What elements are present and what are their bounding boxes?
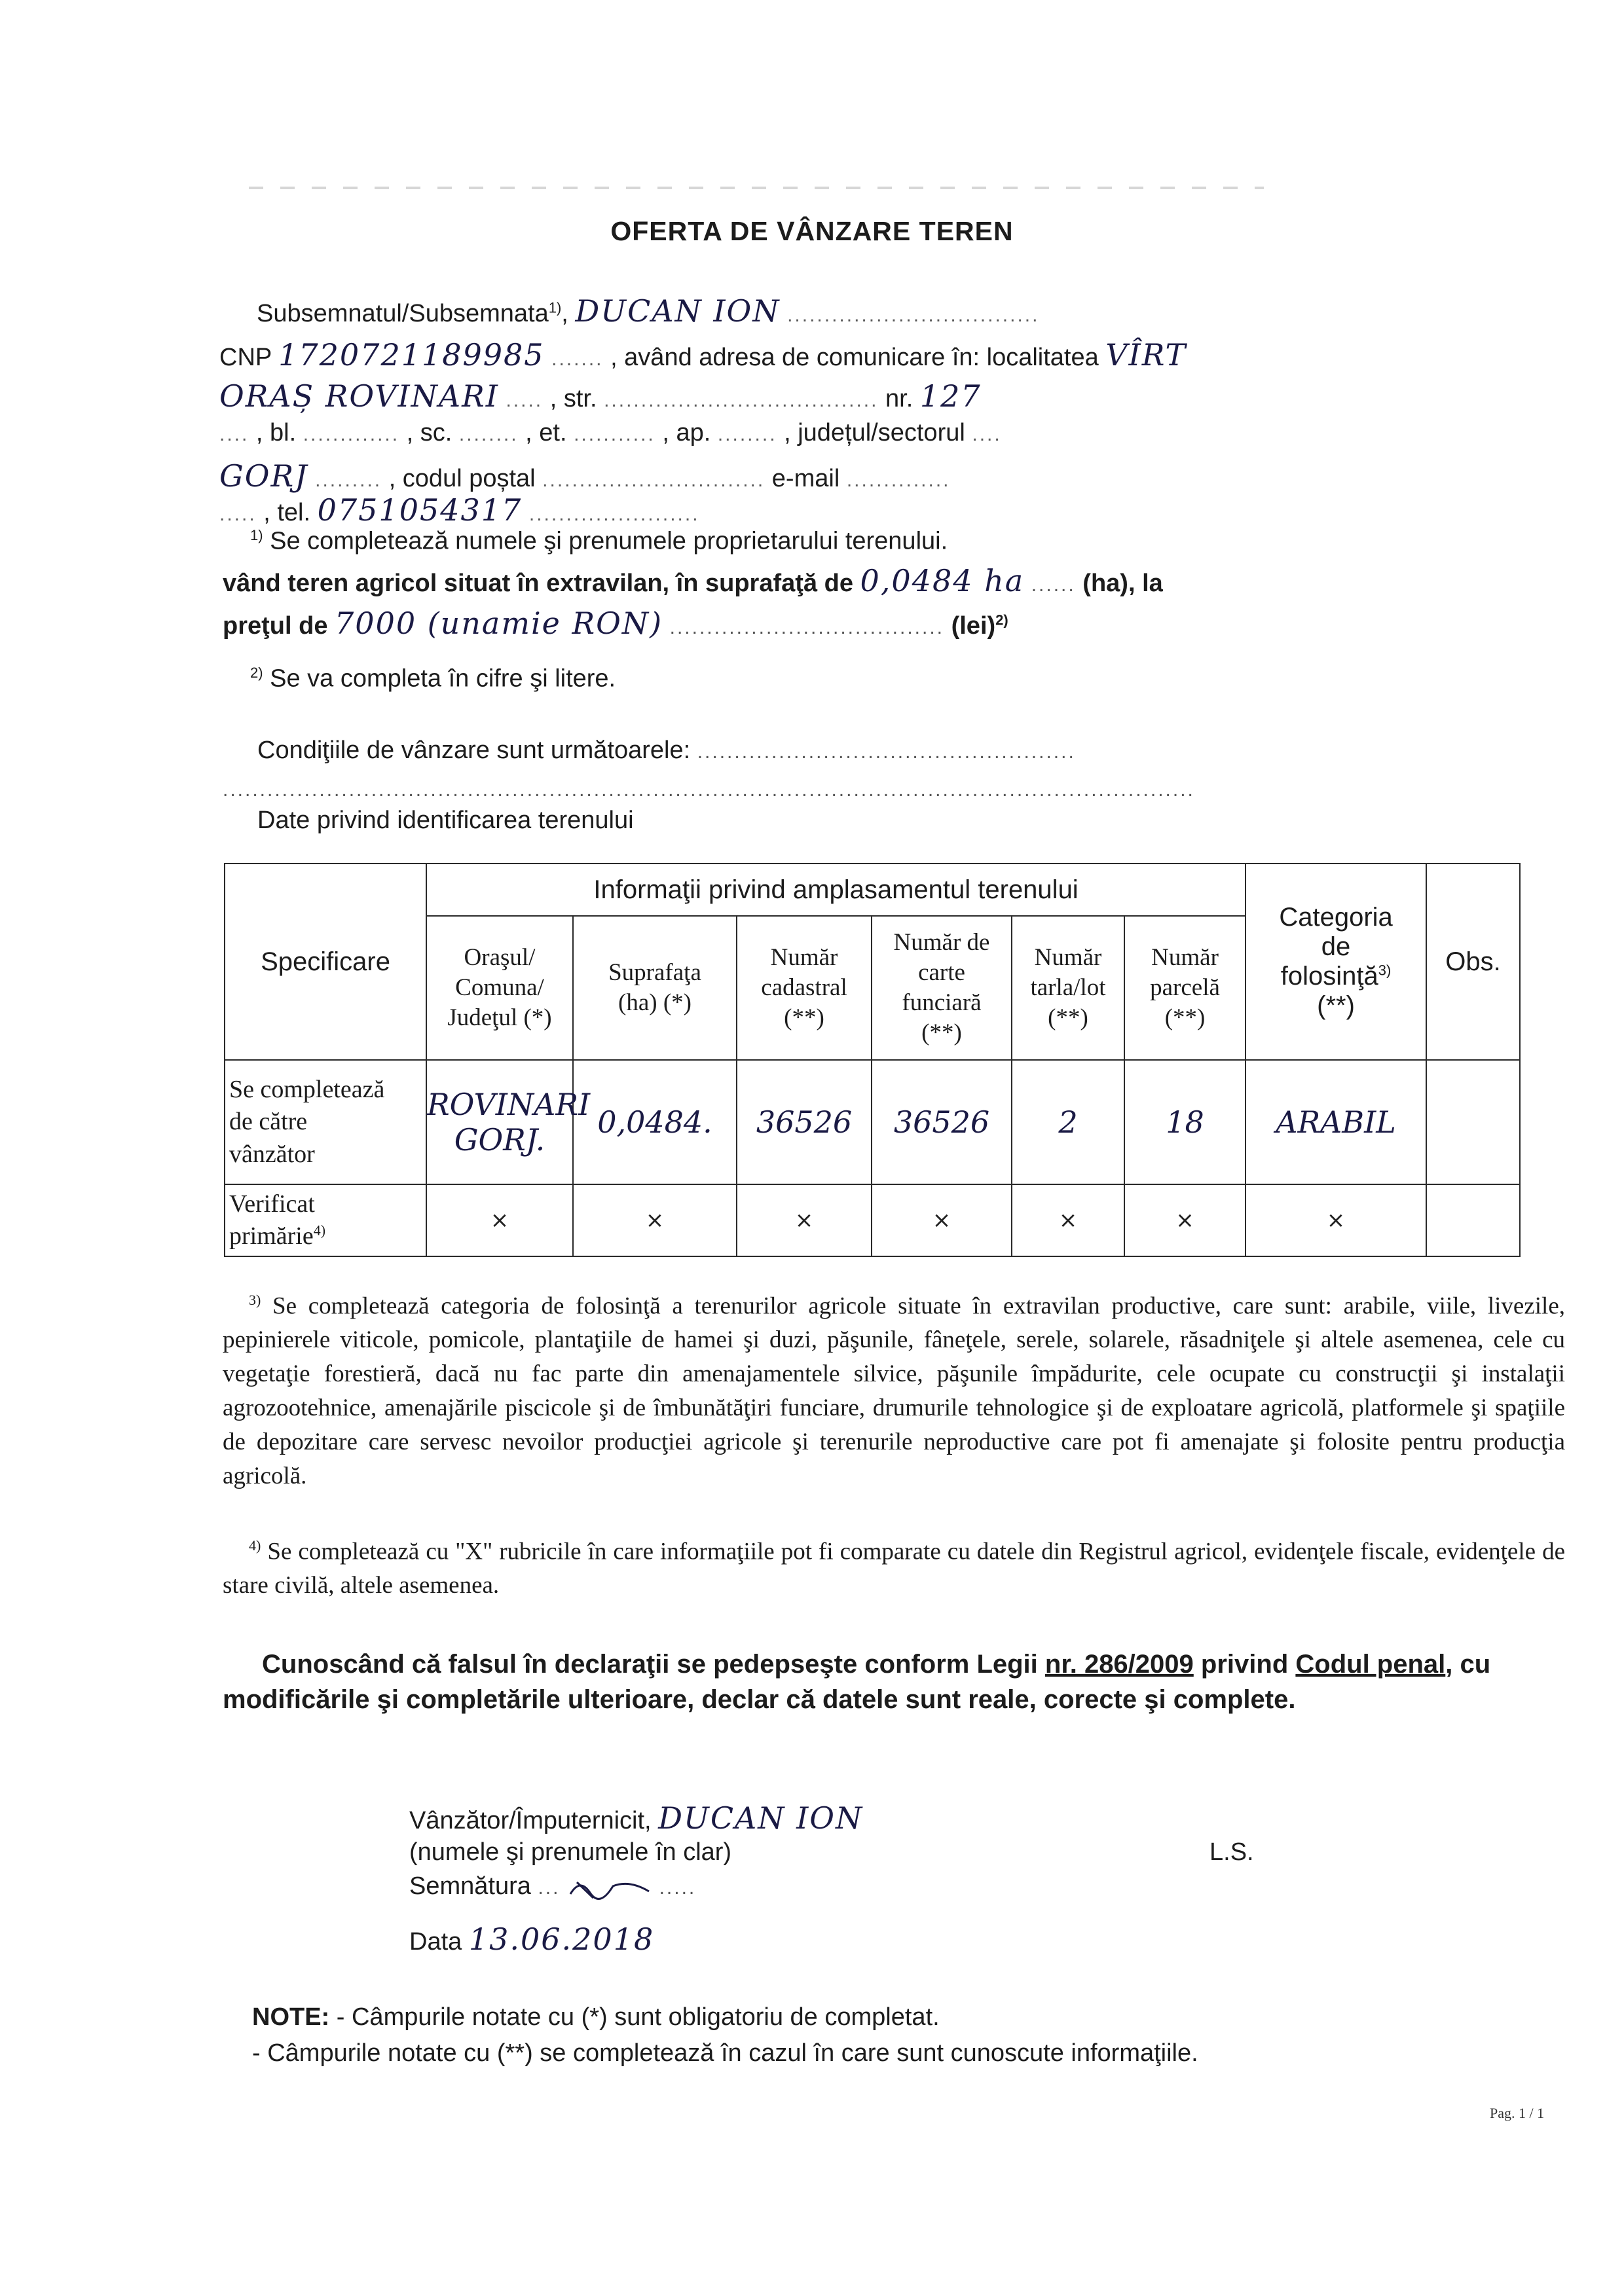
footnote-2: $^{2)}$ Se va completa în cifre şi litere. <box>250 665 616 693</box>
dotted-fill: ........ <box>717 424 777 445</box>
verif-mark: × <box>737 1184 872 1256</box>
price-handwritten: 7000 (unamie RON) <box>335 606 663 641</box>
price-label: preţul de <box>223 612 328 640</box>
label-cnp: CNP <box>219 344 272 371</box>
header-carte-funciara: Număr de carte funciară (**) <box>872 916 1012 1060</box>
seller-line-3 <box>219 378 982 414</box>
seller-line-6 <box>219 492 700 528</box>
sale-text: vând teren agricol situat în extravilan, în suprafaţă de <box>223 570 853 597</box>
dotted-fill: ......... <box>315 469 382 491</box>
header-location-info: Informaţii privind amplasamentul terenului <box>426 864 1246 916</box>
label-tel: , tel. <box>263 499 311 526</box>
note-line-1: NOTE: - Câmpurile notate cu (*) sunt obligatoriu de completat. <box>252 2003 940 2031</box>
seller-line-2 <box>219 337 1187 373</box>
conditions-label: Condiţiile de vânzare sunt următoarele: <box>257 737 691 764</box>
header-cadastral: Număr cadastral (**) <box>737 916 872 1060</box>
conditions-line <box>257 737 1076 765</box>
footnote-3: $^{3)}$ Se completează categoria de folosinţă a terenurilor agricole situate în extravilan productive, care sunt: arabile, viile, livezile, pepinierele viticole, pomicole, plantaţiile de hamei şi duzi, păşunile, fâneţele, serele, solarele, răsadniţele şi altele asemenea, cele cu vegetaţie forestieră, dacă nu fac parte din amenajamentele silvice, păşunile împădurite, cele ocupate cu construcţii şi instalaţii agrozootehnice, amenajările piscicole şi de îmbunătăţiri funciare, drumurile tehnologice şi de exploatare agricolă, platformele şi spaţiile de depozitare care servesc nevoilor producţiei agricole şi terenurile neproductive care pot fi amenajate şi folosite pentru producţia agricolă. <box>223 1292 1566 1490</box>
footnote-4: $^{4)}$ Se completează cu "X" rubricile în care informaţiile pot fi comparate cu datele din Registrul agricol, evidenţele fiscale, evidenţele de stare civilă, altele asemenea. <box>223 1537 1566 1599</box>
verif-mark: × <box>426 1184 573 1256</box>
cell-oras: ROVINARI GORJ. <box>426 1060 573 1184</box>
dotted-fill: ..................................... <box>604 390 879 411</box>
note-line-2: - Câmpurile notate cu (**) se completează în cazul în care sunt cunoscute informaţiile. <box>252 2039 1198 2067</box>
row-verif-label: Verificat primărie$^{4)}$ <box>225 1184 426 1256</box>
dotted-fill: .............................. <box>542 469 766 491</box>
signature-sign-line <box>409 1872 696 1901</box>
footnote-1: $^{1)}$ Se completează numele şi prenumele proprietarului terenului. <box>250 527 948 555</box>
dotted-fill: ................................................... <box>697 741 1076 763</box>
dotted-fill: ..... <box>659 1877 697 1899</box>
label-ap: , ap. <box>662 419 711 446</box>
signature-names-label: (numele şi prenumele în clar) <box>409 1838 732 1866</box>
dotted-fill: ........... <box>574 424 655 445</box>
handwritten-signature-icon <box>567 1874 652 1901</box>
label-et: , et. <box>525 419 567 446</box>
signature-seller-line <box>409 1800 863 1836</box>
header-suprafata: Suprafaţa (ha) (*) <box>573 916 737 1060</box>
label-address: , având adresa de comunicare în: localitatea <box>610 344 1099 371</box>
verif-mark: × <box>872 1184 1012 1256</box>
header-tarla: Număr tarla/lot (**) <box>1012 916 1124 1060</box>
dotted-fill: ..... <box>506 390 544 411</box>
footnote-4-text: Se completează cu "X" rubricile în care informaţiile pot fi comparate cu datele din Registrul agricol, evidenţele fiscale, evidenţele de stare civilă, altele asemenea. <box>223 1538 1566 1599</box>
cell-obs <box>1426 1060 1520 1184</box>
row-seller-label: Se completează de către vânzător <box>225 1060 426 1184</box>
price-line <box>223 606 1008 641</box>
conditions-dotted-line: ................................................................................................................................... <box>223 779 1195 801</box>
phone-handwritten: 0751054317 <box>317 492 523 528</box>
cell-cadastral: 36526 <box>737 1060 872 1184</box>
label-sign: Semnătura <box>409 1872 531 1900</box>
label-nr: nr. <box>885 385 913 412</box>
area-unit: (ha), la <box>1082 570 1163 597</box>
label-subsemnatul: Subsemnatul/Subsemnata <box>257 300 549 327</box>
footnote-2-text: Se va completa în cifre şi litere. <box>270 665 616 693</box>
dotted-fill: ........ <box>458 424 519 445</box>
header-oras: Oraşul/ Comuna/ Judeţul (*) <box>426 916 573 1060</box>
footnote-3-text: Se completează categoria de folosinţă a terenurilor agricole situate în extravilan productive, care sunt: arabile, viile, livezile, pepinierele viticole, pomicole, plantaţiile de hamei şi duzi, păşunile, fâneţele, serele, solarele, răsadniţele şi altele asemenea, cele cu vegetaţie forestieră, dacă nu fac parte din amenajamentele silvice, păşunile împădurite, cele ocupate cu construcţii şi instalaţii agrozootehnice, amenajările piscicole şi de îmbunătăţiri funciare, drumurile tehnologice şi de exploatare agricolă, platformele şi spaţiile de depozitare care servesc nevoilor producţiei agricole şi terenurile neproductive care pot fi amenajate şi folosite pentru producţia agricolă. <box>223 1292 1566 1490</box>
seller-signature-name: DUCAN ION <box>658 1800 864 1836</box>
dotted-fill: .................................. <box>787 304 1040 326</box>
cell-obs-verif <box>1426 1184 1520 1256</box>
label-sc: , sc. <box>406 419 452 446</box>
area-handwritten: 0,0484 ha <box>860 563 1025 598</box>
town-handwritten: ORAȘ ROVINARI <box>219 378 499 414</box>
street-number-handwritten: 127 <box>919 378 982 414</box>
footnote-ref-2: 2) <box>995 611 1008 629</box>
header-categoria: Categoria de folosinţă$^{3)}$ (**) <box>1246 864 1426 1060</box>
penal-code-link[interactable]: Codul penal <box>1295 1650 1446 1679</box>
verif-mark: × <box>1124 1184 1246 1256</box>
cell-suprafata: 0,0484. <box>573 1060 737 1184</box>
sale-line <box>223 563 1163 598</box>
dotted-fill: ..... <box>219 503 257 525</box>
scan-smudge <box>249 187 1264 189</box>
document-title: OFERTA DE VÂNZARE TEREN <box>610 216 1014 246</box>
footnote-1-text: Se completează numele şi prenumele proprietarului terenului. <box>270 527 948 555</box>
dotted-fill: ....................... <box>528 503 700 525</box>
footnote-ref-1: 1) <box>548 299 562 316</box>
cell-carte-funciara: 36526 <box>872 1060 1012 1184</box>
seller-line-1: Subsemnatul/Subsemnata$^{1)}$, DUCAN ION .................................. <box>257 293 1040 329</box>
verif-mark: × <box>573 1184 737 1256</box>
label-postal-code: , codul poștal <box>388 465 536 492</box>
dotted-fill: ............. <box>303 424 400 445</box>
date-handwritten: 13.06.2018 <box>468 1922 655 1957</box>
header-obs: Obs. <box>1426 864 1520 1060</box>
seller-name-handwritten: DUCAN ION <box>575 293 781 329</box>
label-str: , str. <box>549 385 597 412</box>
verif-mark: × <box>1012 1184 1124 1256</box>
declaration: Cunoscând că falsul în declaraţii se pedepseşte conform Legii nr. 286/2009 privind Codul penal, cu modificările şi completările ulterioare, declar că datele sunt reale, corecte şi complete. <box>223 1650 1491 1714</box>
dotted-fill: ...... <box>1031 574 1076 596</box>
label-bl: , bl. <box>255 419 297 446</box>
seller-line-4 <box>219 419 1002 447</box>
dotted-fill: .... <box>219 424 249 445</box>
signature-date-line <box>409 1922 654 1957</box>
cnp-handwritten: 1720721189985 <box>278 337 545 373</box>
header-specificare: Specificare <box>225 864 426 1060</box>
dotted-fill: ....... <box>551 348 604 370</box>
dotted-fill: ..................................... <box>669 617 945 638</box>
verif-mark: × <box>1246 1184 1426 1256</box>
cell-parcela: 18 <box>1124 1060 1246 1184</box>
cell-tarla: 2 <box>1012 1060 1124 1184</box>
seller-line-5 <box>219 458 951 494</box>
identification-label: Date privind identificarea terenului <box>257 807 634 834</box>
label-date: Data <box>409 1928 462 1956</box>
header-parcela: Număr parcelă (**) <box>1124 916 1246 1060</box>
dotted-fill: .... <box>972 424 1002 445</box>
page-number: Pag. 1 / 1 <box>1490 2105 1545 2121</box>
label-ls: L.S. <box>1209 1838 1254 1866</box>
dotted-fill: .............. <box>846 469 951 491</box>
label-seller: Vânzător/Împuternicit, <box>409 1807 652 1834</box>
price-unit: (lei) <box>951 612 996 640</box>
label-email: e-mail <box>771 465 840 492</box>
label-judet: , județul/sectorul <box>784 419 965 446</box>
law-reference-link[interactable]: nr. 286/2009 <box>1044 1650 1194 1679</box>
county-handwritten: GORJ <box>219 458 308 494</box>
locality-handwritten: VÎRT <box>1105 337 1187 373</box>
cell-categoria: ARABIL <box>1246 1060 1426 1184</box>
terrain-table <box>224 863 1521 1257</box>
dotted-fill: ... <box>538 1877 561 1899</box>
